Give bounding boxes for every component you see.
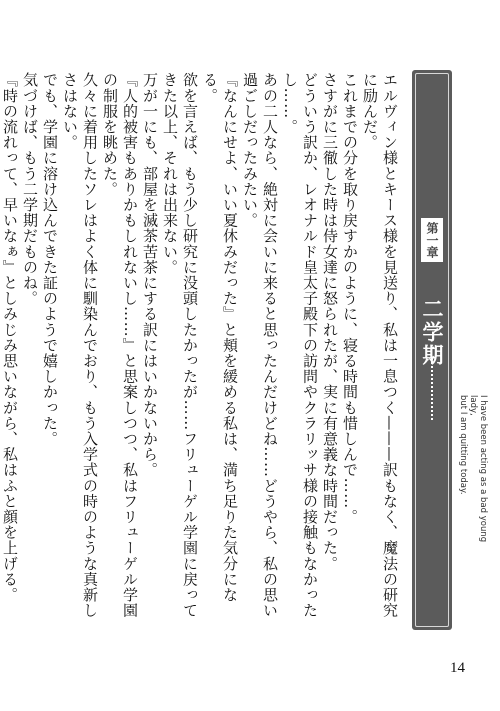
page-number: 14 [450, 660, 465, 676]
body-line: 『時の流れって、早いなぁ』としみじみ思いながら、私はふと顔を上げる。 [1, 72, 19, 603]
chapter-subtitle: I have been acting as a bad young lady, but I am quitting today. [458, 395, 488, 543]
body-line: これまでの分を取り戻すかのように、寝る時間も惜しんで……。 [341, 72, 359, 525]
chapter-badge: 第一章 [421, 218, 443, 262]
body-line: 『なんにせよ、いい夏休みだった』と頬を緩める私は、満ち足りた気分になる。 [201, 72, 239, 603]
body-line: 久々に着用したソレはよく体に馴染んでおり、もう入学式の時のような真新しさはない。 [61, 72, 99, 618]
body-line: でも、学園に溶け込んできた証のようで嬉しかった。 [41, 72, 59, 447]
chapter-title: 二学期 [420, 298, 444, 367]
body-line: 欲を言えば、もう少し研究に没頭したかったが……フリューゲル学園に戻ってきた以上、それは出来ない。 [161, 72, 199, 618]
body-line: どういう訳か、レオナルド皇太子殿下の訪問やクラリッサ様の接触もなかったし……。 [281, 72, 319, 618]
body-line: 気づけば、もう二学期だものね。 [21, 72, 39, 306]
body-line: 『人的被害もありかもしれないし……』と思案しつつ、私はフリューゲル学園の制服を眺めた。 [101, 72, 139, 618]
dotted-divider [431, 358, 433, 420]
body-line: 万が一にも、部屋を滅茶苦茶にする訳にはいかないから。 [141, 72, 159, 478]
body-text [1, 72, 400, 632]
body-line: あの二人なら、絶対に会いに来ると思ったんだけどね……どうやら、私の思い過ごしだったみたい。 [241, 72, 279, 618]
body-line: さすがに三徹した時は侍女達に怒られたが、実に有意義な時間だった。 [321, 72, 339, 572]
chapter-banner [412, 70, 452, 630]
body-line: エルヴィン様とキース様を見送り、私は一息つく———訳もなく、魔法の研究に励んだ。 [361, 72, 399, 618]
